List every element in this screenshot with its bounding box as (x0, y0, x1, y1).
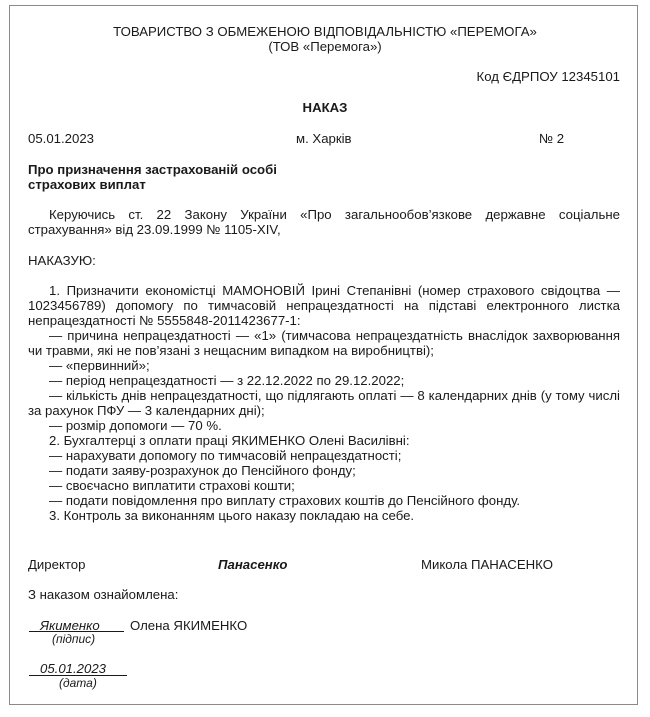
date-caption: (дата) (59, 676, 97, 690)
order-city: м. Харків (296, 131, 352, 146)
org-name: ТОВАРИСТВО З ОБМЕЖЕНОЮ ВІДПОВІДАЛЬНІСТЮ «ПЕРЕМОГА» (113, 24, 537, 39)
item-2-notify: — подати повідомлення про виплату страхових коштів до Пенсійного фонду. (49, 493, 521, 508)
item-1-reason: — причина непрацездатності — «1» (тимчасова непрацездатність внаслідок захворювання чи травми, які не пов’язані з нещасним випадком на виробництві); (28, 328, 620, 358)
item-2-pay: — своєчасно виплатити страхові кошти; (49, 478, 295, 493)
order-subject-line-1: Про призначення застрахованій особі (28, 162, 277, 177)
item-2-accrue: — нарахувати допомогу по тимчасовій непрацездатності; (49, 448, 402, 463)
preamble: Керуючись ст. 22 Закону України «Про загальнообов’язкове державне соціальне страхування» від 23.09.1999 № 1105-XIV, (28, 207, 620, 237)
order-number: № 2 (539, 131, 565, 146)
order-date: 05.01.2023 (28, 131, 95, 146)
employee-signature: Якименко (40, 618, 100, 633)
item-1-rate: — розмір допомоги — 70 %. (49, 418, 222, 433)
employee-name: Олена ЯКИМЕНКО (130, 618, 248, 633)
order-subject-line-2: страхових виплат (28, 177, 146, 192)
acquainted-label: З наказом ознайомлена: (28, 587, 179, 602)
signature-caption: (підпис) (52, 632, 96, 646)
order-title: НАКАЗ (302, 100, 348, 115)
signatory-position: Директор (28, 557, 86, 572)
item-1-primary: — «первинний»; (49, 358, 150, 373)
edrpou-code: Код ЄДРПОУ 12345101 (476, 69, 620, 84)
director-name: Микола ПАНАСЕНКО (421, 557, 553, 572)
order-items (28, 283, 620, 523)
item-2-submit: — подати заяву-розрахунок до Пенсійного фонду; (49, 463, 356, 478)
item-1-days: — кількість днів непрацездатності, що підлягають оплаті — 8 календарних днів (у тому числі за рахунок ПФУ — 3 календарних дні); (28, 388, 620, 418)
item-1: 1. Призначити економістці МАМОНОВІЙ Ірині Степанівні (номер страхового свідоцтва — 1023456789) допомогу по тимчасовій непрацездатності на підставі електронного листка непрацездатності № 5555848-2011423677-1: (28, 283, 620, 328)
item-3: 3. Контроль за виконанням цього наказу покладаю на себе. (49, 508, 415, 523)
acquaintance-date: 05.01.2023 (40, 661, 107, 676)
org-short-name: (ТОВ «Перемога») (268, 39, 382, 54)
item-1-period: — період непрацездатності — з 22.12.2022 по 29.12.2022; (49, 373, 405, 388)
nakazuyu-heading: НАКАЗУЮ: (28, 253, 96, 268)
item-2: 2. Бухгалтерці з оплати праці ЯКИМЕНКО Олені Василівні: (49, 433, 410, 448)
director-signature: Панасенко (218, 557, 288, 572)
